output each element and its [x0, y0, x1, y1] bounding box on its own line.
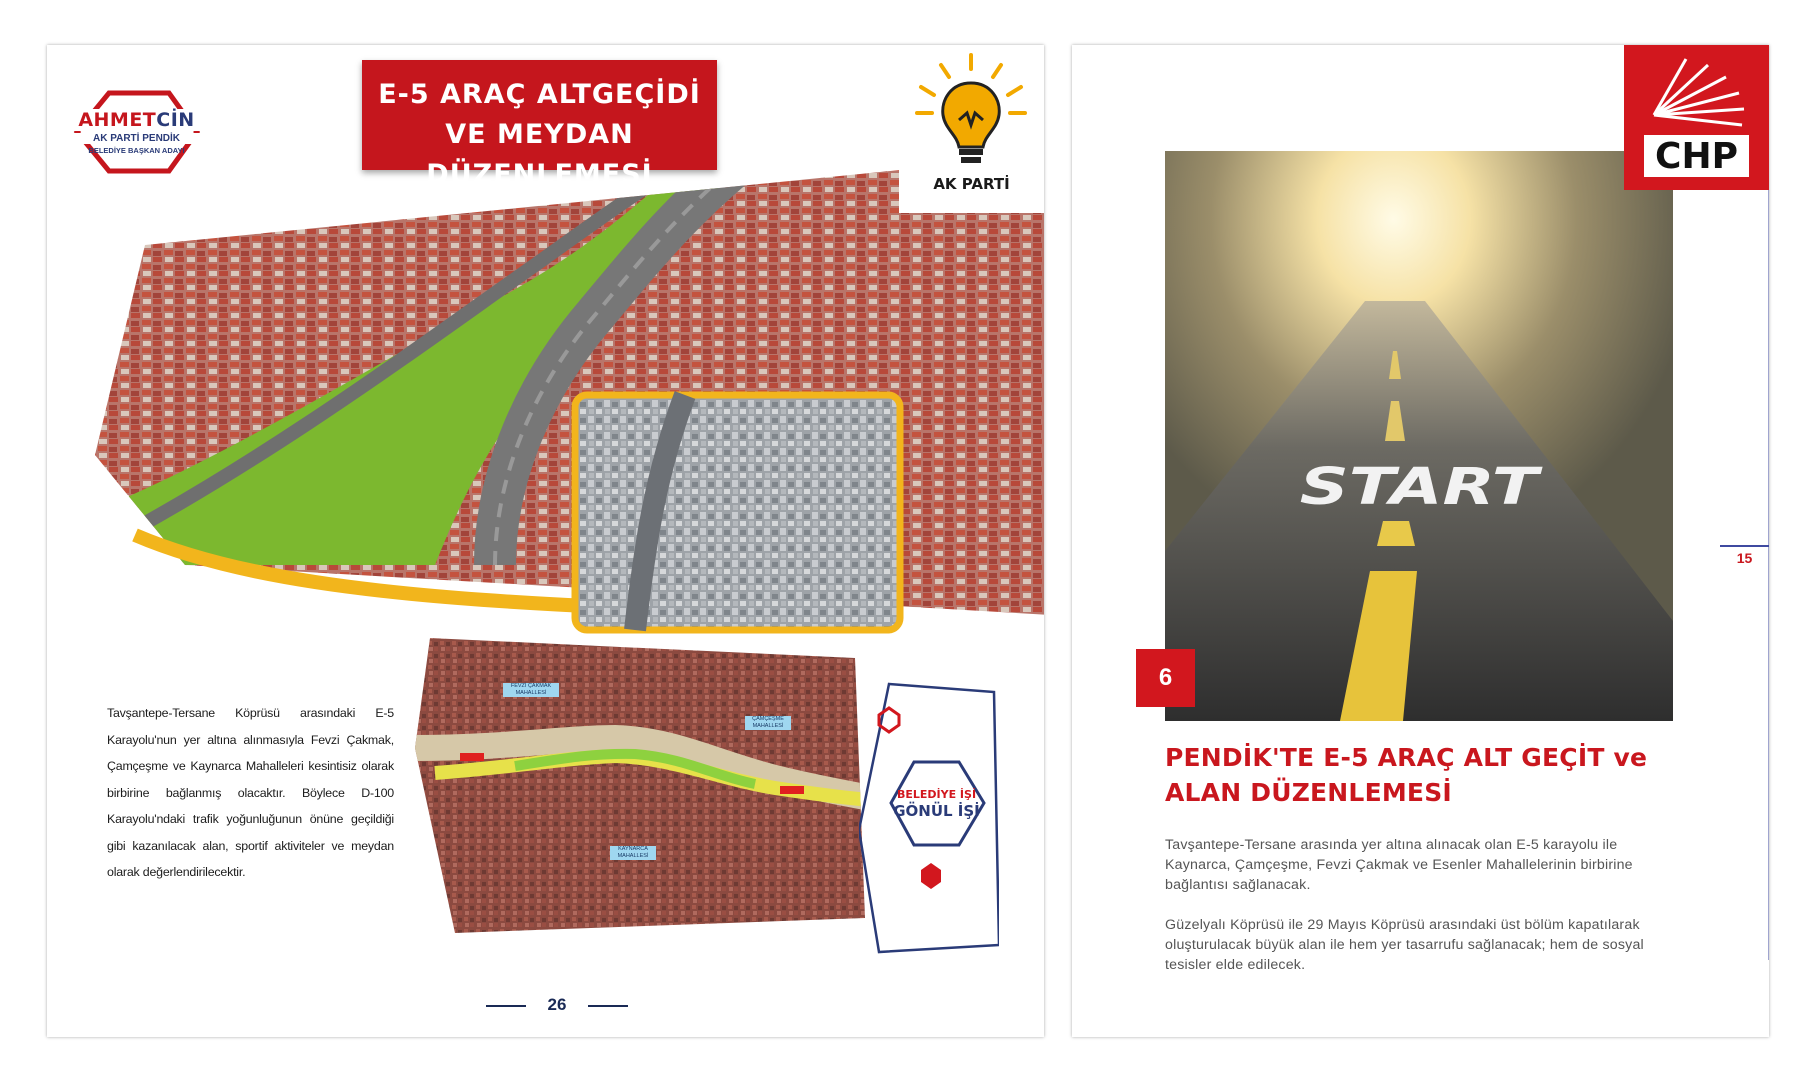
page-title	[362, 60, 717, 190]
map-label-camcesme: ÇAMÇEŞME MAHALLESİ	[745, 716, 791, 730]
section-heading: PENDİK'TE E-5 ARAÇ ALT GEÇİT ve ALAN DÜZENLEMESİ	[1165, 743, 1648, 807]
title-line-2: VE MEYDAN DÜZENLEMESİ	[426, 119, 653, 190]
candidate-name-first: AHMET	[78, 109, 157, 131]
slogan-line-2: GÖNÜL İŞİ	[893, 802, 980, 820]
akparti-logo	[899, 45, 1044, 213]
map-image	[415, 628, 870, 933]
section-number-badge: 6	[1136, 649, 1195, 707]
paragraph-1: Tavşantepe-Tersane arasında yer altına alınacak olan E-5 karayolu ile Kaynarca, Çamçeşme, Fevzi Çakmak ve Esenler Mahallelerinin birbirine bağlantısı sağlanacak.	[1165, 837, 1633, 893]
akparti-brochure-page	[47, 45, 1044, 1037]
hexagon-frame-icon	[69, 87, 204, 177]
title-line-1: E-5 ARAÇ ALTGEÇİDİ	[378, 79, 701, 110]
start-road-marking: START	[1299, 457, 1539, 517]
map-label-fevzi-cakmak: FEVZİ ÇAKMAK MAHALLESİ	[503, 683, 559, 697]
candidate-party-line: AK PARTİ PENDİK	[69, 133, 204, 144]
akparti-label: AK PARTİ	[933, 175, 1010, 193]
chp-label: CHP	[1644, 135, 1749, 177]
chp-brochure-page	[1072, 45, 1769, 1037]
slogan-line-1: BELEDİYE İŞİ	[896, 788, 977, 801]
neighborhood-map	[415, 628, 870, 933]
paragraph-2: Güzelyalı Köprüsü ile 29 Mayıs Köprüsü arasındaki üst bölüm kapatılarak oluşturulacak büyük alan ile hem yer tasarrufu sağlanacak; hem de sosyal tesisler elde edilecek.	[1165, 917, 1644, 973]
candidate-logo	[69, 87, 204, 177]
page-number: 26	[457, 995, 657, 1015]
page-edge-rule	[1768, 190, 1769, 960]
candidate-name-last: CİN	[156, 109, 195, 131]
page-number-line	[1720, 545, 1769, 547]
slogan-badge	[859, 680, 999, 958]
lightbulb-icon	[899, 45, 1044, 175]
body-paragraph: Tavşantepe-Tersane Köprüsü arasındaki E-5 Karayolu'nun yer altına alınmasıyla Fevzi Çakmak, Çamçeşme ve Kaynarca Mahalleleri kesintisiz olarak birbirine bağlanmış olacaktır. Böylece D-100 Karayolu'ndaki trafik yoğunluğunun önüne geçildiği gibi kazanılacak alan, sportif aktiviteler ve meydan olarak değerlendirilecektir.	[107, 706, 394, 879]
page-number: 15	[1736, 550, 1753, 566]
candidate-role-line: BELEDİYE BAŞKAN ADAYI	[88, 146, 185, 155]
six-arrows-icon	[1624, 45, 1769, 135]
start-road-photo	[1165, 151, 1673, 721]
map-label-kaynarca: KAYNARCA MAHALLESİ	[610, 846, 656, 860]
chp-logo	[1624, 45, 1769, 190]
